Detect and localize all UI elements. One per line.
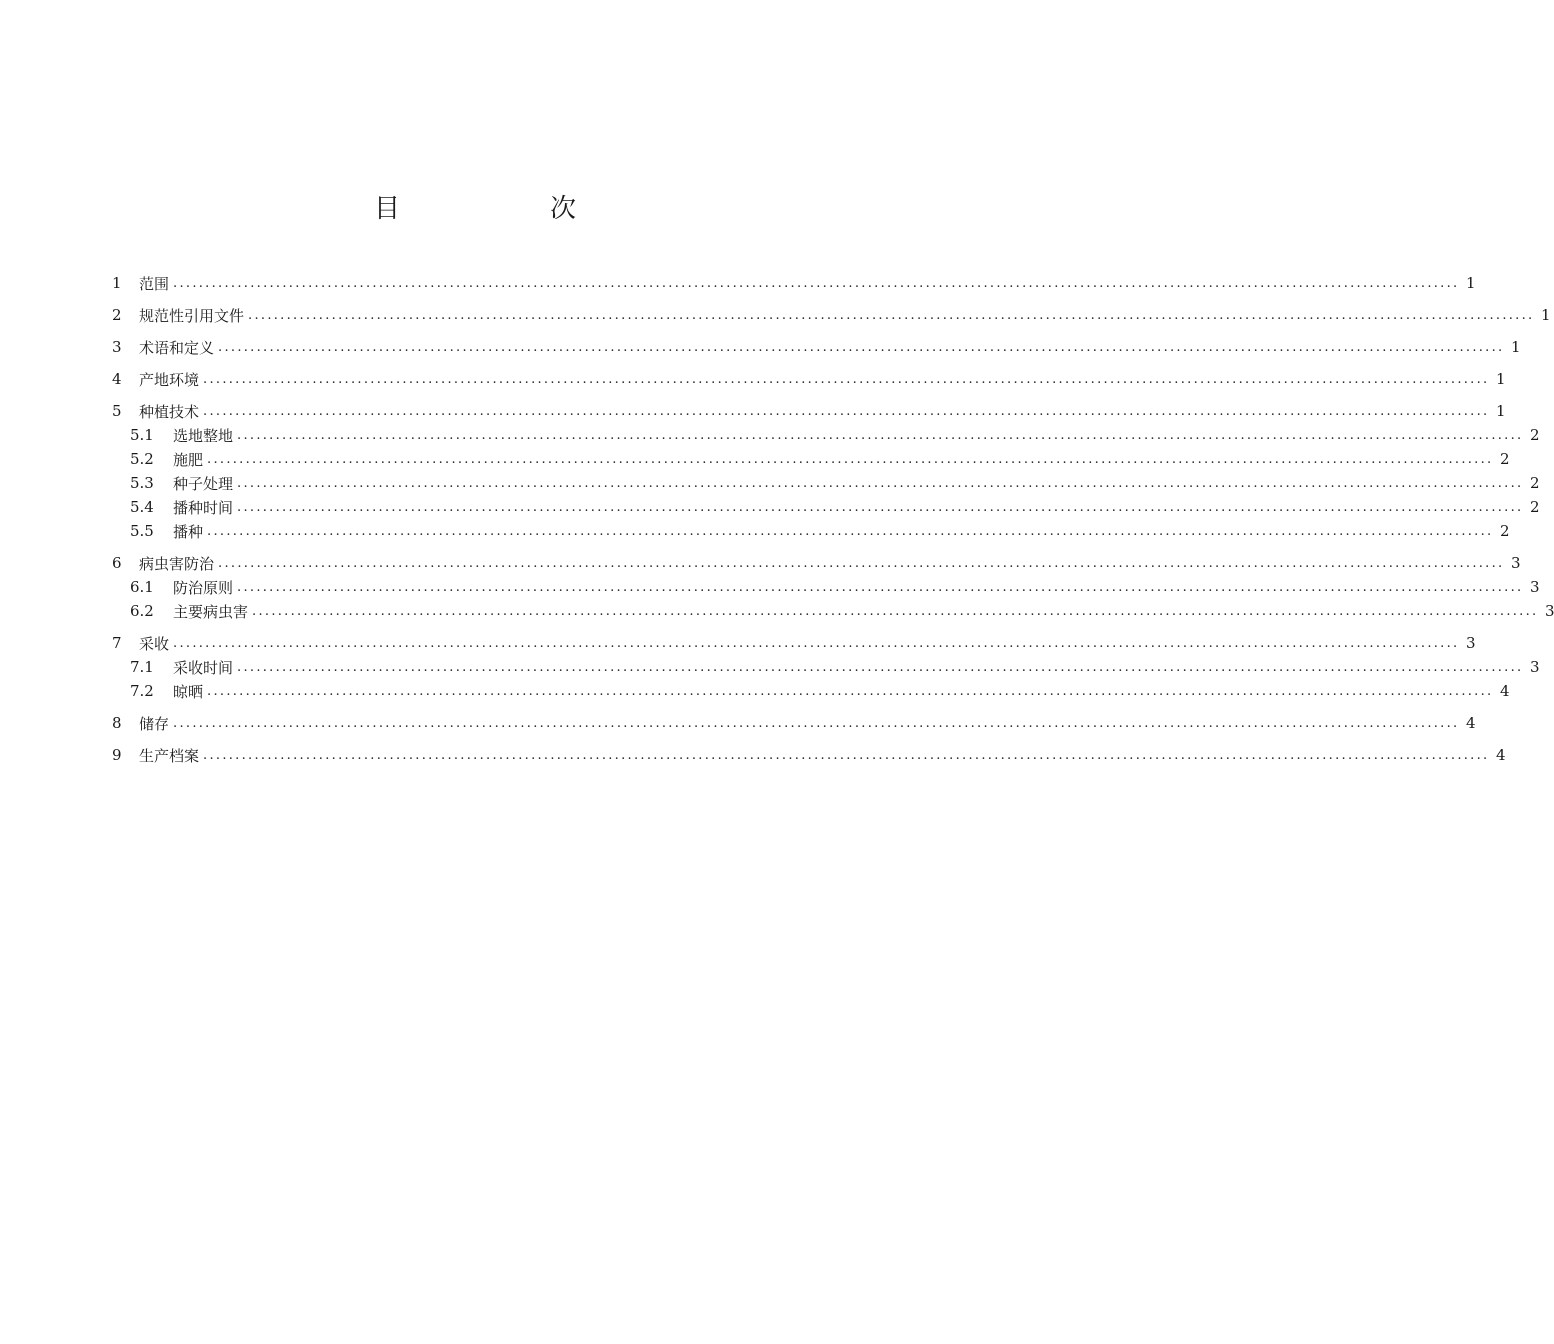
toc-entry-label: 种植技术 <box>139 402 200 421</box>
toc-entry-number: 6.2 <box>130 602 154 620</box>
toc-entry-label: 采收时间 <box>173 658 234 677</box>
toc-leader-dots: ........................................................................................................................................................................................................ <box>207 451 1494 467</box>
toc-entry-number: 5 <box>112 402 122 420</box>
toc-entry-label: 播种时间 <box>173 498 234 517</box>
toc-leader-dots: ........................................................................................................................................................................................................ <box>237 427 1524 443</box>
toc-entry-label: 施肥 <box>173 450 204 469</box>
toc-leader-dots: ........................................................................................................................................................................................................ <box>203 403 1490 419</box>
toc-entry-page-number: 1 <box>1495 370 1506 388</box>
toc-entry-number: 4 <box>112 370 122 388</box>
toc-entry-label: 防治原则 <box>173 578 234 597</box>
toc-entry-label: 主要病虫害 <box>173 602 249 621</box>
toc-entry[interactable] <box>112 471 1540 495</box>
toc-entry-number: 5.1 <box>130 426 154 444</box>
toc-entry-page-number: 1 <box>1510 338 1521 356</box>
toc-leader-dots: ........................................................................................................................................................................................................ <box>207 523 1494 539</box>
toc-leader-dots: ........................................................................................................................................................................................................ <box>248 307 1535 323</box>
toc-entry-page-number: 3 <box>1510 554 1521 572</box>
toc-entry[interactable] <box>112 519 1510 543</box>
toc-leader-dots: ........................................................................................................................................................................................................ <box>173 635 1460 651</box>
toc-entry-number: 5.5 <box>130 522 154 540</box>
toc-entry-label: 规范性引用文件 <box>139 306 245 325</box>
toc-entry-page-number: 3 <box>1544 602 1554 620</box>
toc-entry-page-number: 2 <box>1529 474 1540 492</box>
toc-entry-number: 8 <box>112 714 122 732</box>
toc-entry-number: 3 <box>112 338 122 356</box>
toc-entry-number: 5.3 <box>130 474 154 492</box>
table-of-contents <box>112 271 1554 767</box>
toc-entry-page-number: 2 <box>1499 450 1510 468</box>
toc-entry-label: 术语和定义 <box>139 338 215 357</box>
toc-entry[interactable] <box>112 711 1476 735</box>
toc-entry-page-number: 1 <box>1495 402 1506 420</box>
toc-entry[interactable] <box>112 551 1521 575</box>
toc-entry[interactable] <box>112 335 1521 359</box>
toc-leader-dots: ........................................................................................................................................................................................................ <box>203 371 1490 387</box>
toc-entry[interactable] <box>112 303 1551 327</box>
page-title: 目 次 <box>373 194 638 224</box>
toc-entry-label: 晾晒 <box>173 682 204 701</box>
toc-leader-dots: ........................................................................................................................................................................................................ <box>252 603 1539 619</box>
toc-entry[interactable] <box>112 495 1540 519</box>
toc-leader-dots: ........................................................................................................................................................................................................ <box>173 715 1460 731</box>
toc-entry-page-number: 3 <box>1529 578 1540 596</box>
toc-entry-label: 产地环境 <box>139 370 200 389</box>
toc-entry-number: 7.1 <box>130 658 154 676</box>
toc-entry-label: 选地整地 <box>173 426 234 445</box>
toc-entry-number: 6 <box>112 554 122 572</box>
toc-leader-dots: ........................................................................................................................................................................................................ <box>237 499 1524 515</box>
toc-entry-page-number: 2 <box>1529 426 1540 444</box>
toc-entry-label: 种子处理 <box>173 474 234 493</box>
toc-entry[interactable] <box>112 679 1510 703</box>
toc-entry-label: 播种 <box>173 522 204 541</box>
toc-entry[interactable] <box>112 631 1476 655</box>
toc-entry[interactable] <box>112 447 1510 471</box>
toc-leader-dots: ........................................................................................................................................................................................................ <box>237 579 1524 595</box>
toc-entry-page-number: 4 <box>1495 746 1506 764</box>
toc-entry-number: 1 <box>112 274 122 292</box>
toc-leader-dots: ........................................................................................................................................................................................................ <box>203 747 1490 763</box>
toc-entry-page-number: 1 <box>1540 306 1551 324</box>
toc-entry-number: 9 <box>112 746 122 764</box>
toc-entry[interactable] <box>112 367 1506 391</box>
toc-entry-page-number: 3 <box>1529 658 1540 676</box>
toc-entry-label: 范围 <box>139 274 170 293</box>
toc-entry[interactable] <box>112 655 1540 679</box>
toc-entry-number: 7 <box>112 634 122 652</box>
toc-entry-page-number: 2 <box>1499 522 1510 540</box>
toc-leader-dots: ........................................................................................................................................................................................................ <box>173 275 1460 291</box>
toc-entry-page-number: 3 <box>1465 634 1476 652</box>
toc-entry[interactable] <box>112 423 1540 447</box>
toc-entry-label: 储存 <box>139 714 170 733</box>
toc-entry-label: 采收 <box>139 634 170 653</box>
toc-entry[interactable] <box>112 743 1506 767</box>
toc-entry-number: 5.2 <box>130 450 154 468</box>
toc-entry-number: 6.1 <box>130 578 154 596</box>
toc-entry[interactable] <box>112 399 1506 423</box>
toc-entry[interactable] <box>112 271 1476 295</box>
toc-entry-number: 2 <box>112 306 122 324</box>
toc-entry-page-number: 4 <box>1465 714 1476 732</box>
toc-leader-dots: ........................................................................................................................................................................................................ <box>237 659 1524 675</box>
toc-leader-dots: ........................................................................................................................................................................................................ <box>237 475 1524 491</box>
toc-entry-page-number: 4 <box>1499 682 1510 700</box>
toc-entry-page-number: 2 <box>1529 498 1540 516</box>
toc-entry[interactable] <box>112 575 1540 599</box>
toc-leader-dots: ........................................................................................................................................................................................................ <box>218 339 1505 355</box>
toc-entry-page-number: 1 <box>1465 274 1476 292</box>
toc-entry-number: 5.4 <box>130 498 154 516</box>
toc-leader-dots: ........................................................................................................................................................................................................ <box>218 555 1505 571</box>
toc-leader-dots: ........................................................................................................................................................................................................ <box>207 683 1494 699</box>
toc-entry[interactable] <box>112 599 1554 623</box>
toc-entry-label: 病虫害防治 <box>139 554 215 573</box>
toc-entry-label: 生产档案 <box>139 746 200 765</box>
toc-entry-number: 7.2 <box>130 682 154 700</box>
